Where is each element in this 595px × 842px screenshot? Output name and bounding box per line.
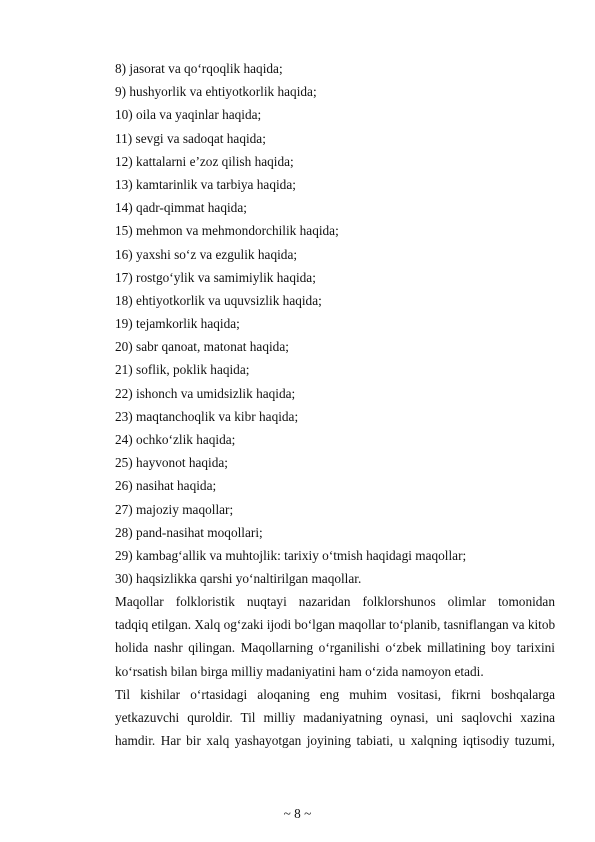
list-item: 13) kamtarinlik va tarbiya haqida; (115, 176, 296, 192)
list-item: 19) tejamkorlik haqida; (115, 316, 240, 332)
paragraph-til (115, 683, 555, 753)
page-number: ~ 8 ~ (283, 806, 312, 821)
proverb-category-list (115, 57, 555, 590)
list-item: 9) hushyorlik va ehtiyotkorlik haqida; (115, 84, 317, 100)
list-item: 29) kambag‘allik va muhtojlik: tarixiy o‘tmish haqidagi maqollar; (115, 547, 467, 563)
list-item: 23) maqtanchoqlik va kibr haqida; (115, 408, 299, 424)
paragraph-maqollar (115, 590, 555, 683)
list-item: 21) soflik, poklik haqida; (115, 362, 250, 378)
list-item: 8) jasorat va qo‘rqoqlik haqida; (115, 61, 283, 76)
paragraph-line: ko‘rsatish bilan birga milliy madaniyatini ham o‘zida namoyon etadi. (115, 663, 484, 679)
paragraph-line: yetkazuvchi quroldir. Til milliy madaniyatning oynasi, uni saqlovchi xazina (115, 710, 555, 726)
paragraph-line: Til kishilar o‘rtasidagi aloqaning eng muhim vositasi, fikrni boshqalarga (115, 687, 555, 702)
list-item: 18) ehtiyotkorlik va uquvsizlik haqida; (115, 292, 322, 308)
list-item: 30) haqsizlikka qarshi yo‘naltirilgan maqollar. (115, 571, 362, 587)
paragraph-line: hamdir. Har bir xalq yashayotgan joyining tabiati, u xalqning iqtisodiy tuzumi, (115, 733, 555, 749)
list-item: 26) nasihat haqida; (115, 478, 217, 494)
paragraph-line: holida nashr qilingan. Maqollarning o‘rganilishi o‘zbek millatining boy tarixini (115, 640, 555, 656)
paragraph-line: Maqollar folkloristik nuqtayi nazaridan folklorshunos olimlar tomonidan (115, 594, 555, 609)
list-item: 22) ishonch va umidsizlik haqida; (115, 385, 296, 401)
list-item: 14) qadr-qimmat haqida; (115, 200, 247, 216)
list-item: 15) mehmon va mehmondorchilik haqida; (115, 223, 339, 239)
list-item: 17) rostgo‘ylik va samimiylik haqida; (115, 269, 316, 285)
list-item: 12) kattalarni e’zoz qilish haqida; (115, 153, 294, 169)
list-item: 16) yaxshi so‘z va ezgulik haqida; (115, 246, 298, 262)
list-item: 11) sevgi va sadoqat haqida; (115, 130, 266, 146)
list-item: 24) ochko‘zlik haqida; (115, 432, 236, 447)
list-item: 25) hayvonot haqida; (115, 455, 228, 471)
list-item: 28) pand-nasihat moqollari; (115, 524, 263, 540)
list-item: 10) oila va yaqinlar haqida; (115, 107, 262, 123)
list-item: 27) majoziy maqollar; (115, 501, 234, 517)
paragraph-line: tadqiq etilgan. Xalq og‘zaki ijodi bo‘lgan maqollar to‘planib, tasniflangan va kitob (115, 617, 555, 633)
list-item: 20) sabr qanoat, matonat haqida; (115, 339, 289, 355)
